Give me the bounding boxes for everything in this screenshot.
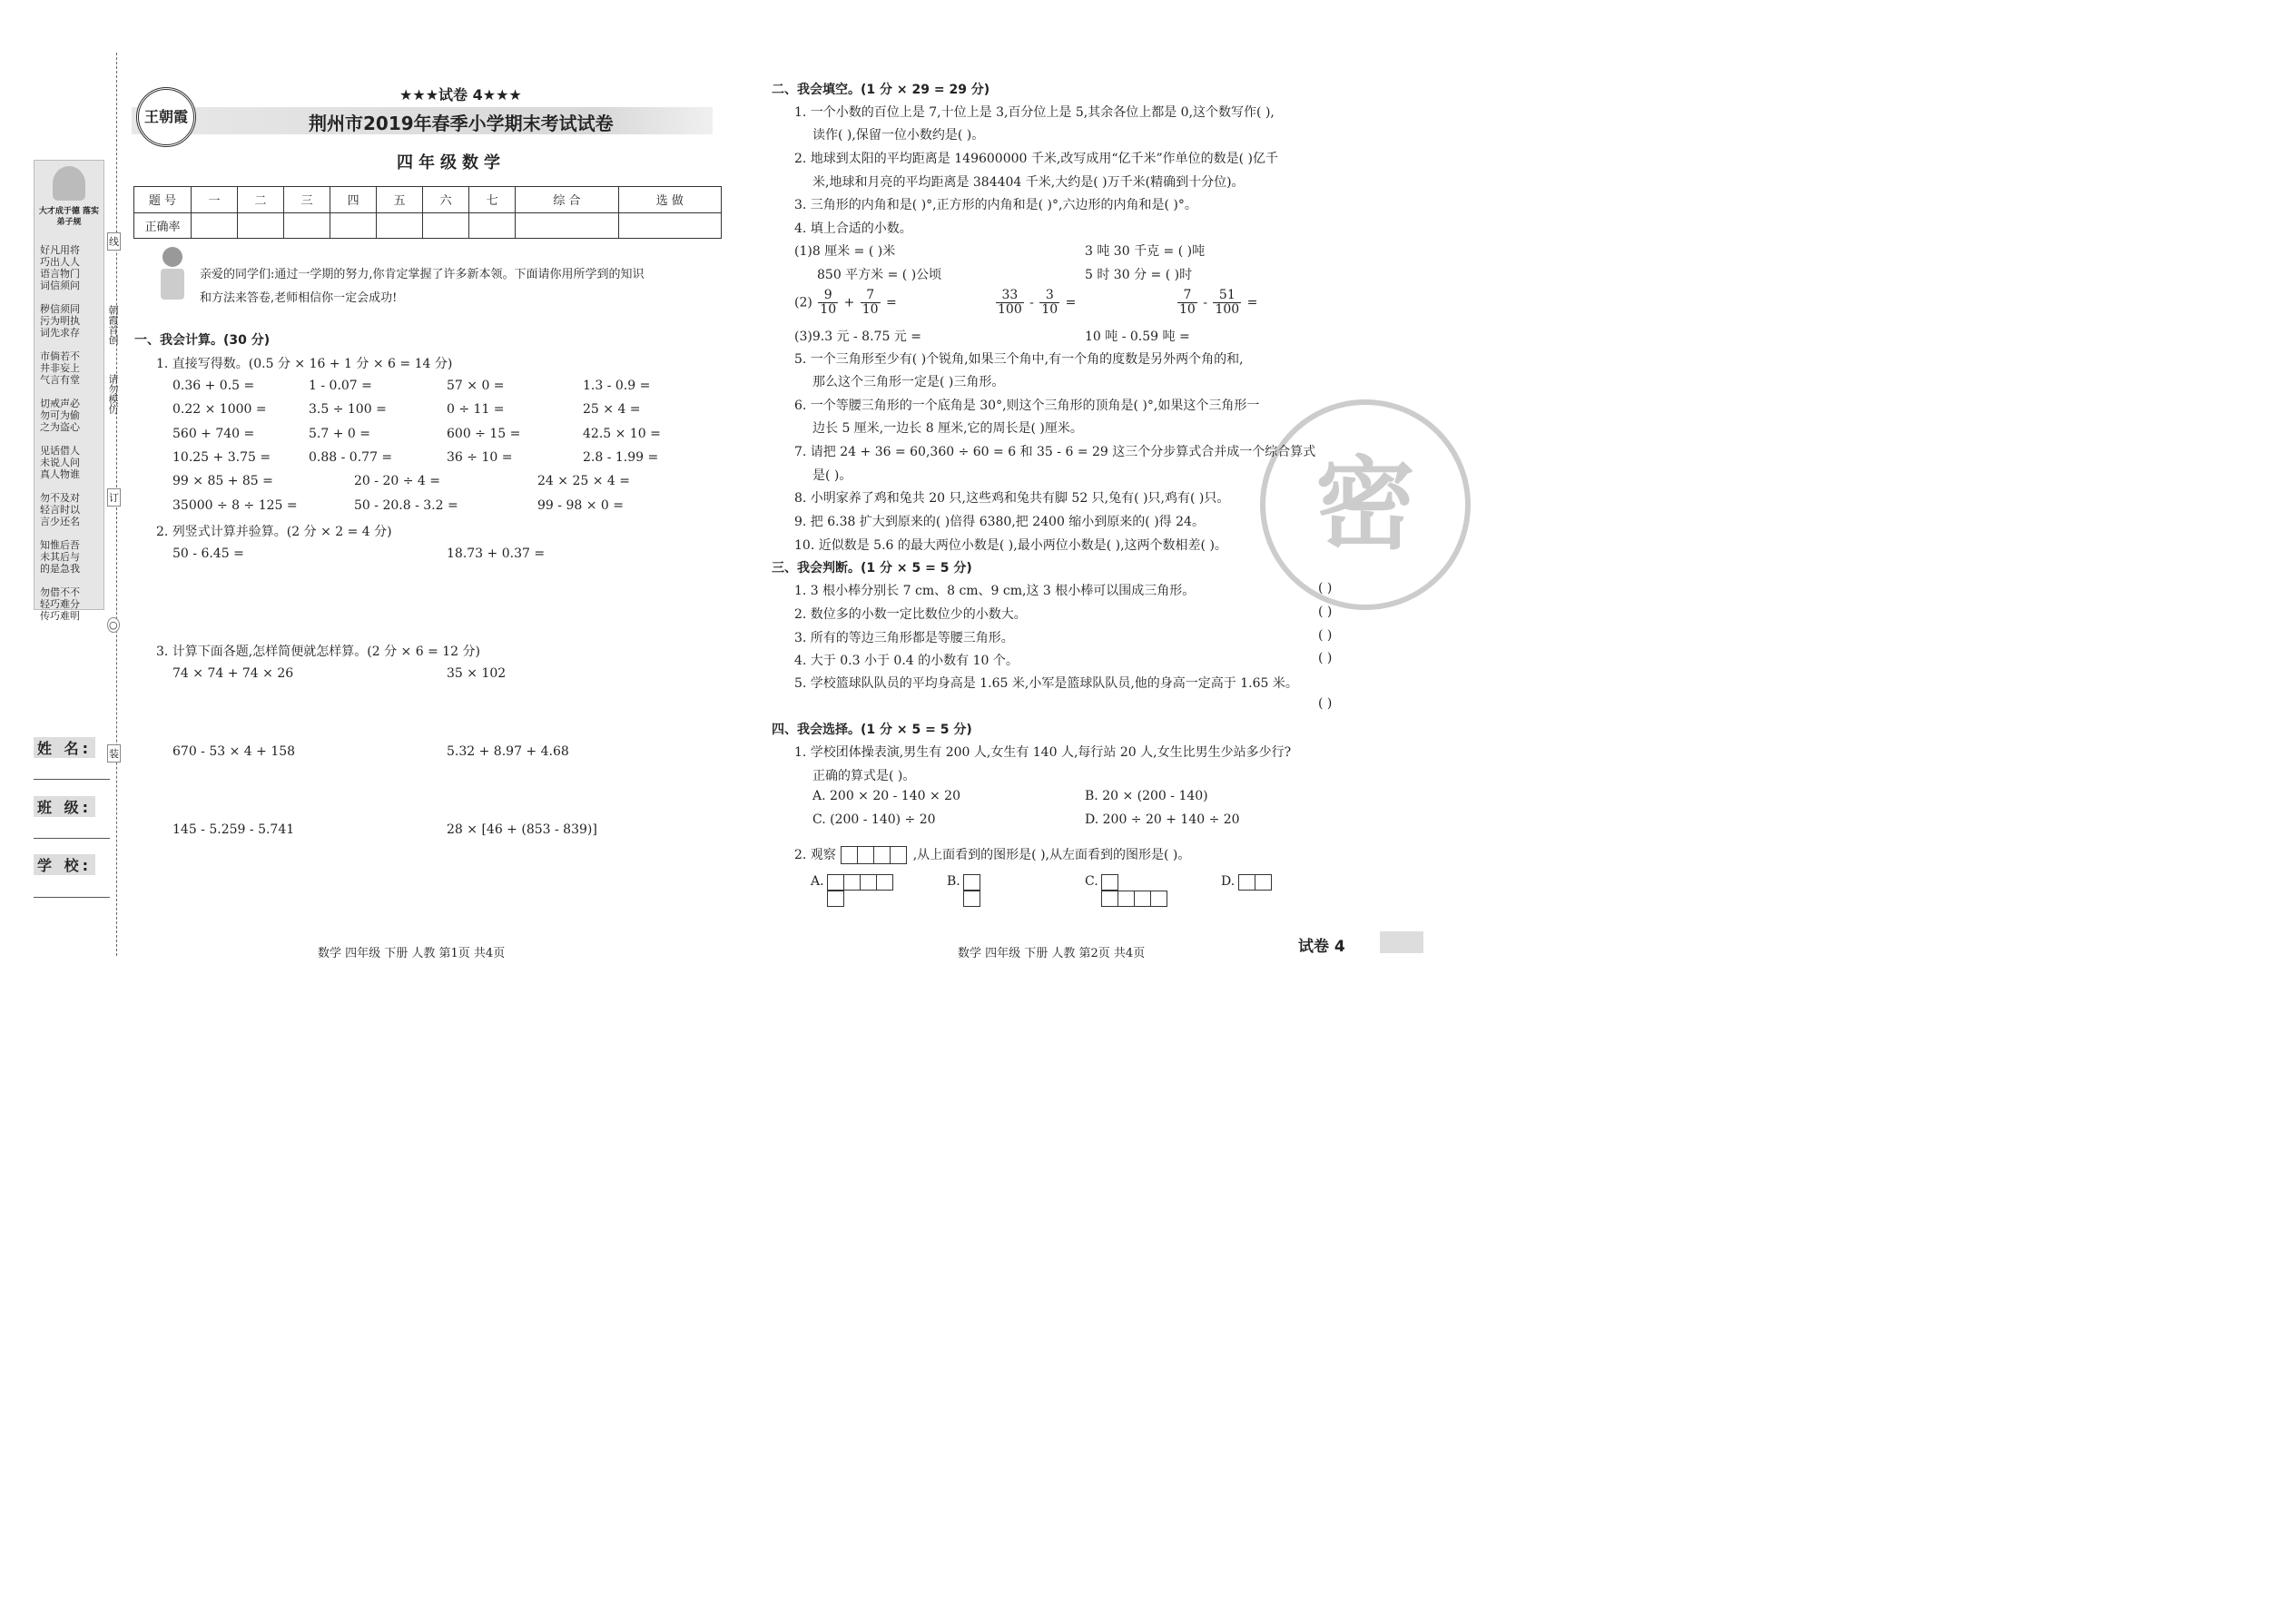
score-cell: 四: [330, 187, 377, 213]
paper-number: ★★★试卷 4★★★: [399, 86, 522, 103]
score-input[interactable]: [284, 212, 330, 239]
cube-figure-icon: [842, 846, 907, 864]
q1-item: 0.36 + 0.5 =: [172, 379, 255, 393]
score-table: [133, 186, 722, 239]
footer-right: 数学 四年级 下册 人教 第2页 共4页: [958, 947, 1146, 960]
score-input[interactable]: [330, 212, 377, 239]
figure-option-b[interactable]: [947, 874, 980, 907]
student-cartoon-icon: [159, 247, 186, 301]
figure-option-a[interactable]: [811, 874, 893, 907]
option-label: B.: [947, 874, 960, 889]
q4-item: (1)8 厘米 = ( )米: [794, 244, 896, 259]
s2-line: 1. 一个小数的百位上是 7,十位上是 3,百分位上是 5,其余各位上都是 0,这个数写作( ),: [794, 105, 1275, 120]
q1-item: 35000 ÷ 8 ÷ 125 =: [172, 498, 298, 513]
judge-answer[interactable]: ( ): [1318, 605, 1333, 619]
choice-option[interactable]: A. 200 × 20 - 140 × 20: [812, 789, 960, 803]
s2-line: 9. 把 6.38 扩大到原来的( )倍得 6380,把 2400 缩小到原来的( )得 24。: [794, 515, 1205, 529]
sidebar-motto-box: [34, 160, 104, 622]
q3-item: 145 - 5.259 - 5.741: [172, 822, 295, 837]
q4-fraction-expr: $\frac{7}{10}$ - $\frac{51}{100}$ =: [1179, 288, 1258, 317]
judge-answer[interactable]: ( ): [1318, 628, 1333, 643]
judge-answer[interactable]: ( ): [1318, 581, 1333, 595]
judge-item: 2. 数位多的小数一定比数位少的小数大。: [794, 607, 1027, 622]
sidebar-motto: 大才成于德 落实弟子规: [38, 207, 100, 227]
judge-item: 1. 3 根小棒分别长 7 cm、8 cm、9 cm,这 3 根小棒可以围成三角形。: [794, 584, 1196, 598]
fraction: $\frac{7}{10}$: [1179, 288, 1196, 317]
choice-option[interactable]: C. (200 - 140) ÷ 20: [812, 812, 936, 827]
q3-item: 74 × 74 + 74 × 26: [172, 666, 294, 681]
grid-shape-icon: [1239, 874, 1272, 891]
fraction: $\frac{9}{10}$: [820, 288, 837, 317]
class-field[interactable]: [34, 838, 110, 839]
q4-item: 850 平方米 = ( )公顷: [817, 268, 942, 282]
fraction: $\frac{3}{10}$: [1041, 288, 1058, 317]
q1-item: 3.5 ÷ 100 =: [309, 402, 387, 417]
score-input[interactable]: [377, 212, 423, 239]
s2-line: 是( )。: [812, 468, 852, 483]
q1-item: 560 + 740 =: [172, 427, 255, 441]
page-title: 荆州市2019年春季小学期末考试试卷: [309, 113, 614, 134]
brand-logo: 王朝霞: [136, 87, 196, 147]
q3-title: 3. 计算下面各题,怎样简便就怎样算。(2 分 × 6 = 12 分): [156, 645, 480, 659]
q1-item: 2.8 - 1.99 =: [583, 450, 659, 465]
q1-item: 0.22 × 1000 =: [172, 402, 267, 417]
intro-line-1: 亲爱的同学们:通过一学期的努力,你肯定掌握了许多新本领。下面请你用所学到的知识: [200, 268, 645, 281]
q1-item: 42.5 × 10 =: [583, 427, 661, 441]
q1-item: 0 ÷ 11 =: [447, 402, 505, 417]
fraction: $\frac{51}{100}$: [1215, 288, 1240, 317]
footer-left: 数学 四年级 下册 人教 第1页 共4页: [318, 947, 506, 960]
q1-item: 0.88 - 0.77 =: [309, 450, 393, 465]
score-input[interactable]: [423, 212, 469, 239]
option-label: A.: [811, 874, 824, 889]
q1-item: 99 × 85 + 85 =: [172, 474, 273, 488]
section2-title: 二、我会填空。(1 分 × 29 = 29 分): [772, 83, 990, 97]
q1-item: 57 × 0 =: [447, 379, 505, 393]
q2-item: 50 - 6.45 =: [172, 546, 244, 561]
s2-line: 8. 小明家养了鸡和兔共 20 只,这些鸡和兔共有脚 52 只,兔有( )只,鸡有( )只。: [794, 491, 1230, 506]
judge-answer[interactable]: ( ): [1318, 696, 1333, 711]
q1-item: 25 × 4 =: [583, 402, 641, 417]
s2-line: 米,地球和月亮的平均距离是 384404 千米,大约是( )万千米(精确到十分位)。: [812, 175, 1245, 190]
score-input[interactable]: [238, 212, 284, 239]
sidebar-rules: 好凡用将 巧出人人 语言物门 词信须问 秽信须同 污为明执 词先求存 市倘若不 井非妄上 气言有堂 切戒声必 勿可为偷 之为盗心 见话借人 未说人问 真人物谁 勿不及对 轻言时以 言少还名 知惟后吾 未其后与 的是急我 勿借不不 轻巧难分 传巧难明: [40, 244, 80, 622]
q1-item: 20 - 20 ÷ 4 =: [354, 474, 440, 488]
class-label: 班 级:: [34, 796, 95, 817]
score-cell: 选 做: [618, 187, 721, 213]
q4-fraction-row: (2) $\frac{9}{10}$ + $\frac{7}{10}$ =: [794, 288, 897, 317]
q1-item: 50 - 20.8 - 3.2 =: [354, 498, 458, 513]
secret-stamp: 密: [1260, 399, 1471, 610]
s2-line: 4. 填上合适的小数。: [794, 221, 912, 236]
score-row-label: 正确率: [134, 212, 192, 239]
score-table-header-row: [134, 187, 722, 213]
section4-title: 四、我会选择。(1 分 × 5 = 5 分): [772, 723, 972, 737]
grid-shape-icon: [964, 874, 980, 907]
choice-option[interactable]: B. 20 × (200 - 140): [1085, 789, 1208, 803]
binding-mark-2: 订: [107, 488, 121, 507]
score-cell: 七: [469, 187, 516, 213]
binding-mark-1: 线: [107, 232, 121, 251]
score-input[interactable]: [469, 212, 516, 239]
q1-title: 1. 直接写得数。(0.5 分 × 16 + 1 分 × 6 = 14 分): [156, 357, 453, 371]
q2-item: 18.73 + 0.37 =: [447, 546, 546, 561]
section3-title: 三、我会判断。(1 分 × 5 = 5 分): [772, 561, 972, 576]
q1-item: 99 - 98 × 0 =: [537, 498, 624, 513]
q1-item: 10.25 + 3.75 =: [172, 450, 271, 465]
option-label: C.: [1085, 874, 1098, 889]
q2-title: 2. 列竖式计算并验算。(2 分 × 2 = 4 分): [156, 525, 392, 539]
judge-item: 5. 学校篮球队队员的平均身高是 1.65 米,小军是篮球队队员,他的身高一定高于 1.65 米。: [794, 676, 1298, 691]
choice-question: 正确的算式是( )。: [812, 769, 916, 783]
fraction: $\frac{7}{10}$: [861, 288, 879, 317]
score-cell: 二: [238, 187, 284, 213]
option-label: D.: [1221, 874, 1236, 889]
score-input[interactable]: [516, 212, 618, 239]
judge-item: 4. 大于 0.3 小于 0.4 的小数有 10 个。: [794, 654, 1019, 668]
choice-option[interactable]: D. 200 ÷ 20 + 140 ÷ 20: [1085, 812, 1240, 827]
score-cell: 题 号: [134, 187, 192, 213]
q3-item: 5.32 + 8.97 + 4.68: [447, 744, 569, 759]
score-input[interactable]: [618, 212, 721, 239]
judge-answer[interactable]: ( ): [1318, 651, 1333, 665]
q2-suffix: ,从上面看到的图形是( ),从左面看到的图形是( )。: [912, 848, 1191, 862]
name-label: 姓 名:: [34, 737, 95, 758]
score-cell: 一: [192, 187, 238, 213]
score-cell: 五: [377, 187, 423, 213]
school-label: 学 校:: [34, 854, 95, 875]
binding-mark-3: ○: [109, 619, 118, 631]
q1-item: 36 ÷ 10 =: [447, 450, 513, 465]
intro-line-2: 和方法来答卷,老师相信你一定会成功!: [200, 291, 398, 305]
s2-line: 读作( ),保留一位小数约是( )。: [812, 128, 985, 143]
binding-tag-1: 朝霞首创: [107, 305, 119, 345]
s2-line: 2. 地球到太阳的平均距离是 149600000 千米,改写成用“亿千米”作单位的数是( )亿千: [794, 152, 1279, 166]
score-cell: 六: [423, 187, 469, 213]
page-subtitle: 四年级数学: [397, 153, 506, 172]
q4-item: 5 时 30 分 = ( )时: [1085, 268, 1193, 282]
section1-title: 一、我会计算。(30 分): [134, 333, 271, 348]
choice-question: [794, 845, 1190, 864]
binding-tag-2: 请勿模仿: [107, 374, 119, 414]
fraction: $\frac{33}{100}$: [998, 288, 1022, 317]
q4-2-label: (2): [794, 295, 812, 310]
q1-item: 600 ÷ 15 =: [447, 427, 521, 441]
s2-line: 6. 一个等腰三角形的一个底角是 30°,则这个三角形的顶角是( )°,如果这个三角形一: [794, 399, 1260, 413]
score-table-row: [134, 212, 722, 239]
s2-line: 7. 请把 24 + 36 = 60,360 ÷ 60 = 6 和 35 - 6 = 29 这三个分步算式合并成一个综合算式: [794, 445, 1316, 459]
q3-item: 670 - 53 × 4 + 158: [172, 744, 296, 759]
name-field[interactable]: [34, 779, 110, 780]
q1-item: 1 - 0.07 =: [309, 379, 372, 393]
q1-item: 1.3 - 0.9 =: [583, 379, 651, 393]
score-cell: 综 合: [516, 187, 618, 213]
q4-fraction-expr: $\frac{33}{100}$ - $\frac{3}{10}$ =: [998, 288, 1077, 317]
q2-prefix: 2. 观察: [794, 848, 836, 862]
q4-item: 3 吨 30 千克 = ( )吨: [1085, 244, 1206, 259]
choice-question: 1. 学校团体操表演,男生有 200 人,女生有 140 人,每行站 20 人,女生比男生少站多少行?: [794, 745, 1292, 760]
q4-item: 10 吨 - 0.59 吨 =: [1085, 330, 1190, 344]
scholar-figure-icon: [53, 166, 85, 201]
figure-option-c[interactable]: [1085, 874, 1167, 907]
binding-mark-4: 装: [107, 744, 121, 763]
s2-line: 那么这个三角形一定是( )三角形。: [812, 375, 1005, 389]
score-input[interactable]: [192, 212, 238, 239]
s2-line: 10. 近似数是 5.6 的最大两位小数是( ),最小两位小数是( ),这两个数相差( )。: [794, 538, 1227, 553]
q3-item: 28 × [46 + (853 - 839)]: [447, 822, 597, 837]
grid-shape-icon: [1102, 874, 1167, 907]
s2-line: 边长 5 厘米,一边长 8 厘米,它的周长是( )厘米。: [812, 421, 1083, 436]
judge-item: 3. 所有的等边三角形都是等腰三角形。: [794, 631, 1014, 645]
score-cell: 三: [284, 187, 330, 213]
q1-item: 24 × 25 × 4 =: [537, 474, 630, 488]
q3-item: 35 × 102: [447, 666, 507, 681]
footer-decoration: [1380, 931, 1423, 953]
grid-shape-icon: [828, 874, 893, 907]
q1-item: 5.7 + 0 =: [309, 427, 370, 441]
school-field[interactable]: [34, 897, 110, 898]
footer-paper-tag: 试卷 4: [1298, 938, 1345, 956]
figure-option-d[interactable]: [1221, 874, 1272, 891]
s2-line: 3. 三角形的内角和是( )°,正方形的内角和是( )°,六边形的内角和是( )°。: [794, 198, 1197, 212]
s2-line: 5. 一个三角形至少有( )个锐角,如果三个角中,有一个角的度数是另外两个角的和,: [794, 352, 1244, 367]
q4-item: (3)9.3 元 - 8.75 元 =: [794, 330, 921, 344]
